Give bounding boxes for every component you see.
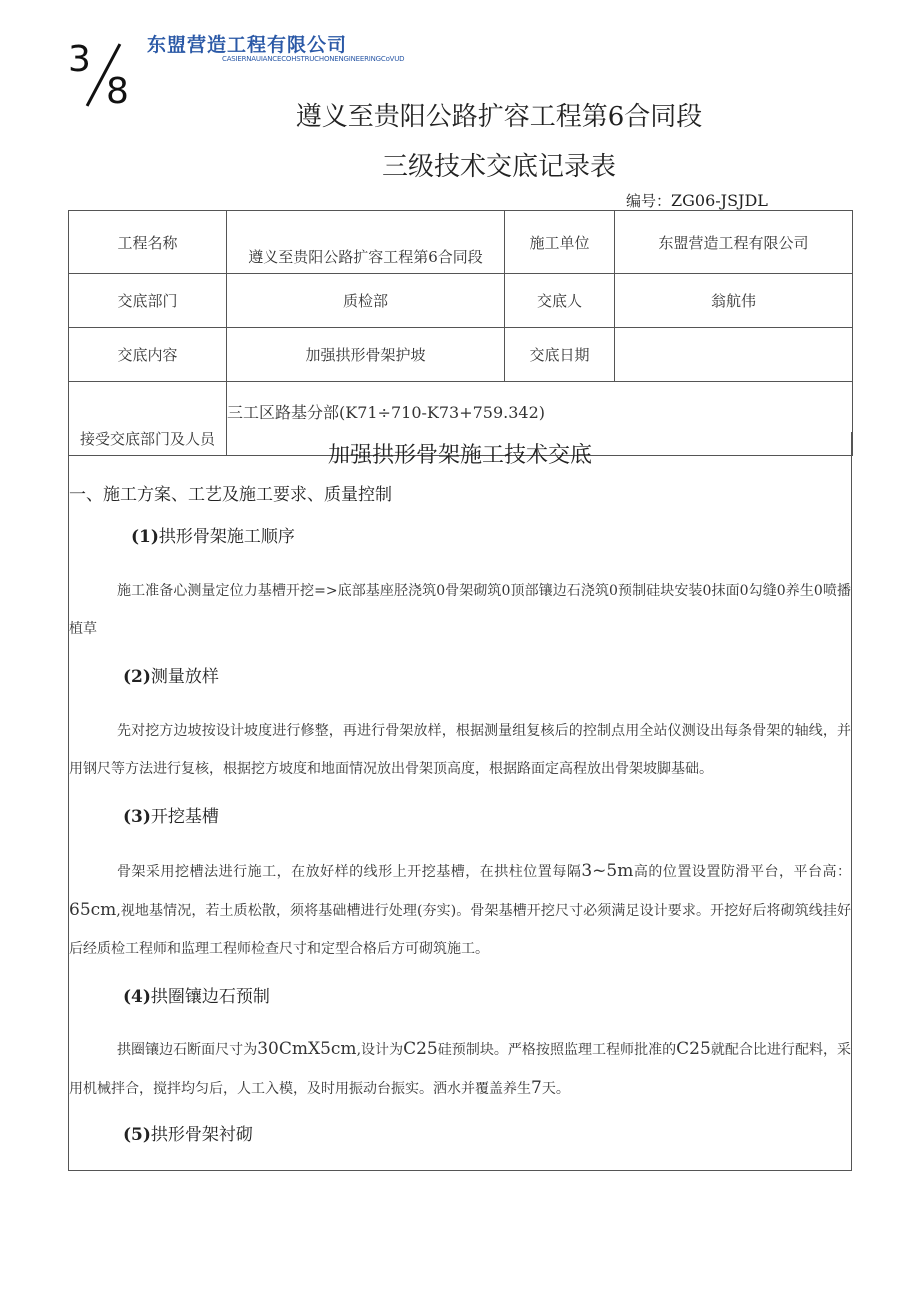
paragraph-4-part: 天。 — [541, 1081, 570, 1097]
construction-unit-value: 东盟营造工程有限公司 — [615, 211, 853, 274]
paragraph-3-part: 高的位置设置防滑平台，平台高： — [633, 864, 852, 880]
subheading-3 — [123, 802, 219, 827]
paragraph-3 — [69, 852, 851, 968]
construction-unit-label: 施工单位 — [505, 211, 615, 274]
date-value — [615, 328, 853, 382]
paragraph-4-part: 硅预制块。严格按照监理工程师批准的 — [437, 1042, 677, 1058]
person-value: 翁航伟 — [615, 274, 853, 328]
paragraph-4-part: 拱圈镶边石断面尺寸为 — [117, 1042, 258, 1058]
receiver-value: 三工区路基分部(K71÷710-K73+759.342) — [227, 382, 853, 456]
document-number — [626, 190, 768, 211]
company-name-cn: 东盟营造工程有限公司 — [147, 34, 348, 56]
table-row — [69, 211, 853, 274]
subheading-4-num: (4) — [123, 987, 151, 1007]
paragraph-4-part: 就配合比进行配料，采用机械拌合，搅拌均匀后，人工入模，及时用振动台振实。洒水并覆盖养生 — [69, 1042, 852, 1097]
subheading-5-num: (5) — [123, 1125, 151, 1145]
project-name-value: 遵义至贵阳公路扩容工程第6合同段 — [227, 211, 505, 274]
paragraph-3-part: 骨架采用挖槽法进行施工，在放好样的线形上开挖基槽，在拱柱位置每隔 — [117, 864, 582, 880]
document-number-label: 编号： — [626, 192, 672, 210]
paragraph-3-part: 3~5m — [581, 861, 634, 881]
subheading-1-num: (1) — [131, 527, 159, 547]
dept-label: 交底部门 — [69, 274, 227, 328]
content-value: 加强拱形骨架护坡 — [227, 328, 505, 382]
paragraph-1: 施工准备心测量定位力基槽开挖=>底部基座胫浇筑0骨架砌筑0顶部镶边石浇筑0预制硅块安装0抹面0勾缝0养生0喷播植草 — [69, 583, 851, 637]
paragraph-4 — [69, 1030, 851, 1108]
subheading-1 — [131, 522, 295, 547]
dept-value: 质检部 — [227, 274, 505, 328]
subheading-2 — [123, 662, 219, 687]
person-label: 交底人 — [505, 274, 615, 328]
paragraph-4-part: 7 — [531, 1078, 542, 1098]
subheading-3-text: 开挖基槽 — [150, 807, 219, 827]
paragraph-2: 先对挖方边坡按设计坡度进行修整，再进行骨架放样，根据测量组复核后的控制点用全站仪测设出每条骨架的轴线，并用钢尺等方法进行复核，根据挖方坡度和地面情况放出骨架顶高度，根据路面定高程放出骨架坡脚基础。 — [69, 723, 851, 777]
record-form-table — [68, 210, 853, 456]
paragraph-4-part: ,设计为 — [356, 1042, 404, 1058]
receiver-label: 接受交底部门及人员 — [69, 382, 227, 456]
briefing-content — [68, 432, 852, 1171]
subheading-5 — [123, 1120, 253, 1145]
subheading-2-num: (2) — [123, 667, 151, 687]
date-label: 交底日期 — [505, 328, 615, 382]
paragraph-3-part: ,视地基情况，若土质松散，须将基础槽进行处理(夯实)。骨架基槽开挖尺寸必须满足设计要求。开挖好后将砌筑线挂好后经质检工程师和监理工程师检查尺寸和定型合格后方可砌筑施工。 — [69, 903, 851, 957]
company-name-en: CASIERNAUIANCECOHSTRUCHONENGINEERINGCoVUD — [222, 55, 405, 63]
paragraph-4-part: C25 — [676, 1039, 711, 1059]
subheading-4-text: 拱圈镶边石预制 — [150, 987, 270, 1007]
page-current: 3 — [68, 39, 91, 80]
paragraph-3-part: 65cm — [69, 900, 117, 920]
paragraph-4-part: C25 — [403, 1039, 438, 1059]
project-name-label: 工程名称 — [69, 211, 227, 274]
subheading-4 — [123, 982, 270, 1007]
subheading-1-text: 拱形骨架施工顺序 — [158, 527, 295, 547]
document-subtitle: 三级技术交底记录表 — [381, 152, 616, 182]
table-row — [69, 274, 853, 328]
table-row — [69, 328, 853, 382]
subheading-2-text: 测量放样 — [150, 667, 219, 687]
content-title: 加强拱形骨架施工技术交底 — [327, 443, 592, 468]
subheading-3-num: (3) — [123, 807, 151, 827]
subheading-5-text: 拱形骨架衬砌 — [150, 1125, 253, 1145]
document-number-value: ZG06-JSJDL — [671, 191, 768, 210]
content-label: 交底内容 — [69, 328, 227, 382]
page-total: 8 — [106, 71, 129, 112]
document-title: 遵义至贵阳公路扩容工程第6合同段 — [295, 102, 703, 132]
section-heading: 一、施工方案、工艺及施工要求、质量控制 — [69, 485, 392, 505]
paragraph-4-part: 30CmX5cm — [257, 1039, 357, 1059]
